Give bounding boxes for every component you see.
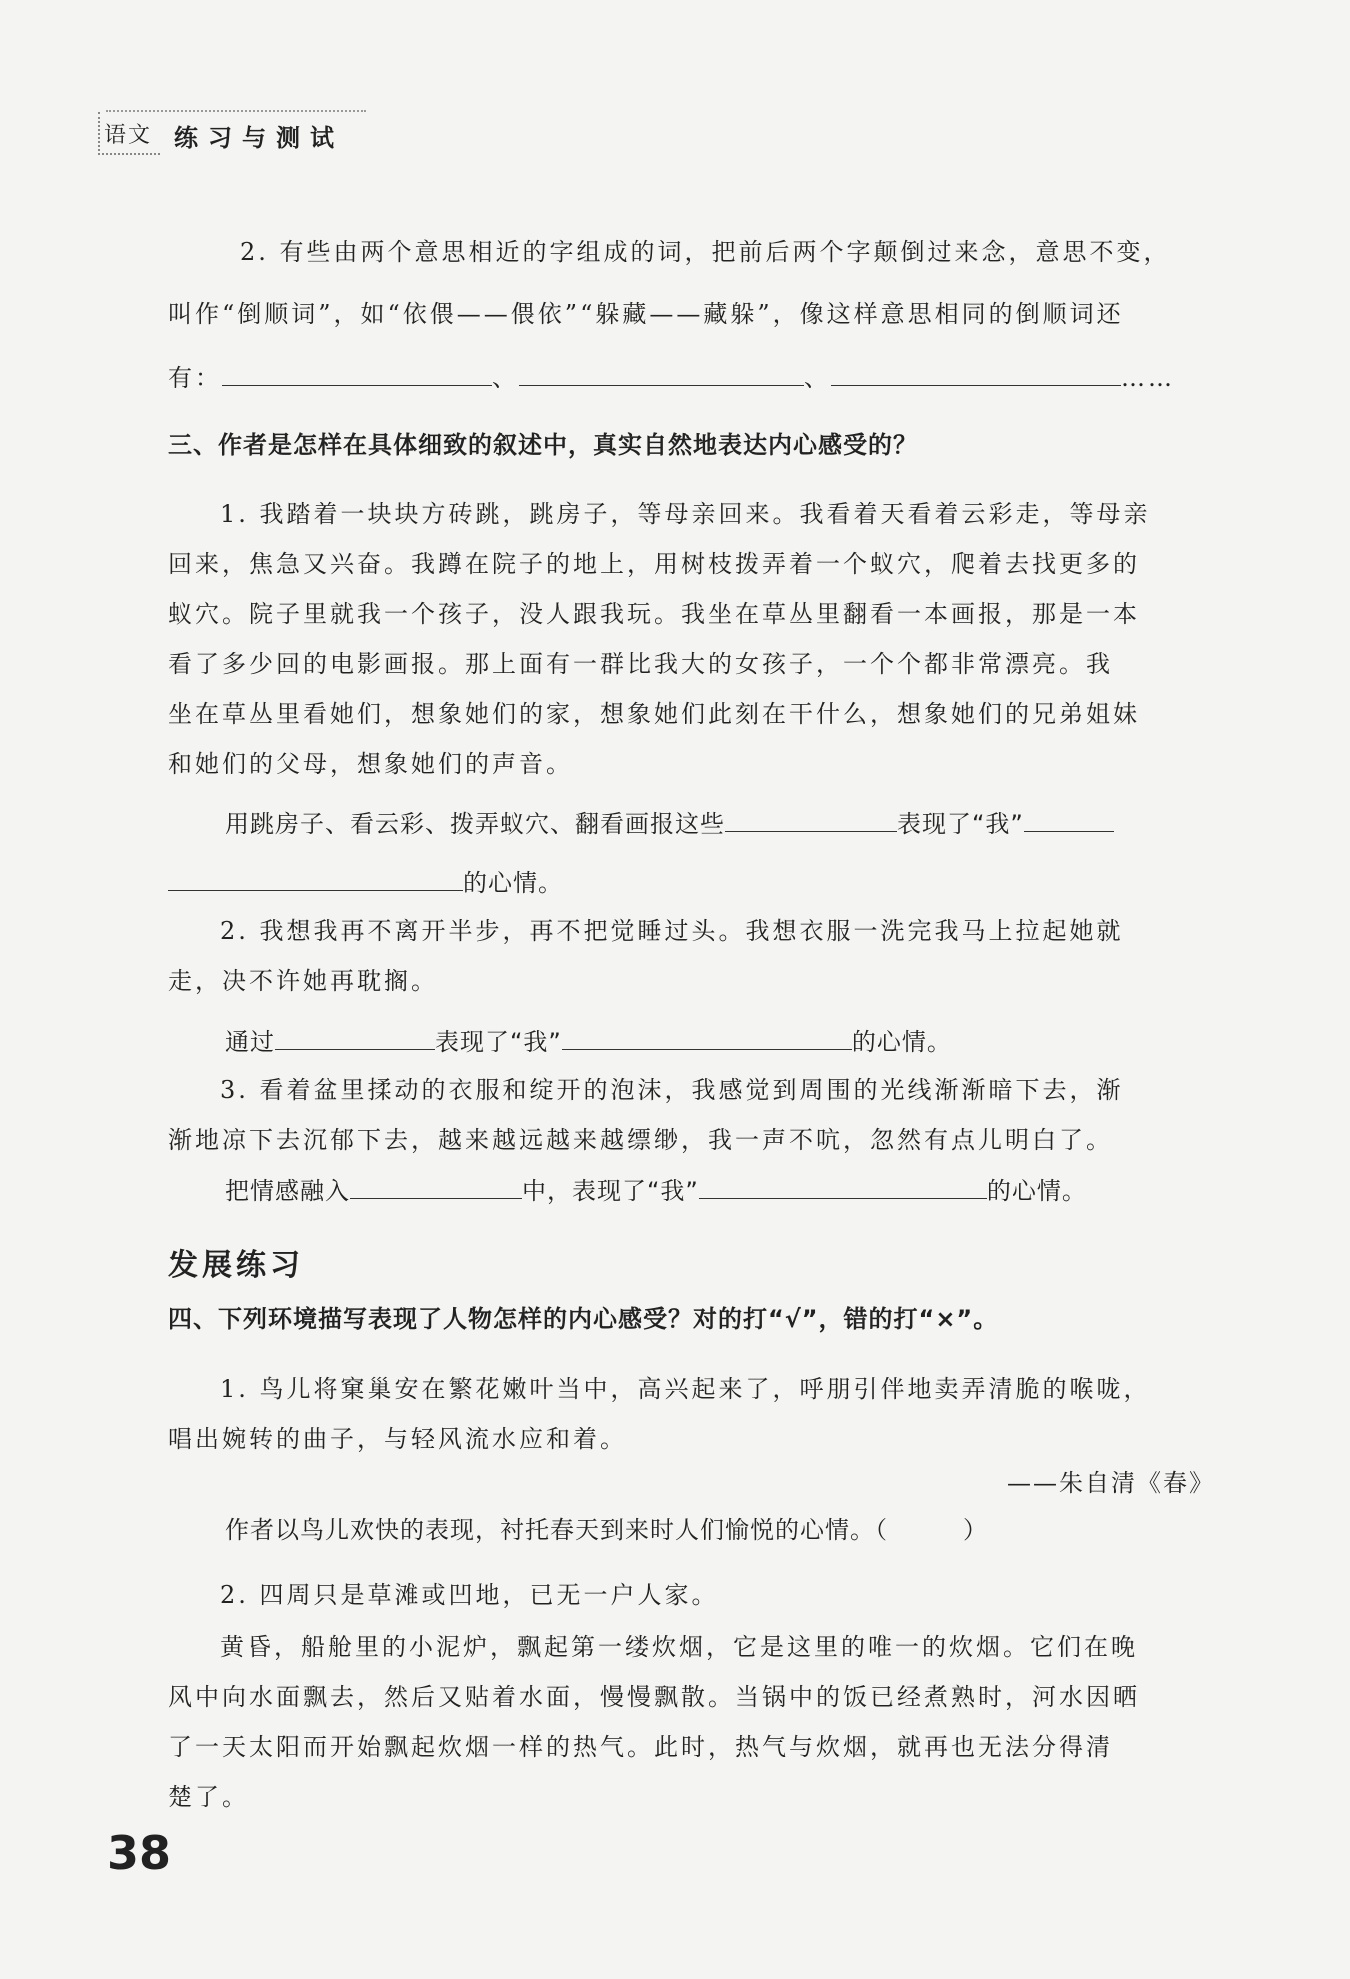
page-number: 38 (107, 1826, 172, 1880)
s3-p2-line-1: 2. 我想我再不离开半步，再不把觉睡过头。我想衣服一洗完我马上拉起她就 (220, 917, 1124, 945)
item2-para-line-4: 楚了。 (168, 1783, 249, 1811)
item1-judge: 作者以鸟儿欢快的表现，衬托春天到来时人们愉悦的心情。（ ） (225, 1516, 988, 1544)
s3-p1-blank-2b[interactable] (168, 864, 463, 891)
s3-p2-fill-a: 通过 (225, 1028, 275, 1056)
s3-p3-blank-1[interactable] (350, 1172, 522, 1199)
s3-p2-fill-line (225, 1023, 952, 1059)
item2-para-line-1: 黄昏，船舱里的小泥炉，飘起第一缕炊烟，它是这里的唯一的炊烟。它们在晚 (220, 1633, 1138, 1661)
s3-p1-fill-line-2 (168, 864, 563, 900)
s3-p3-fill-c: 的心情。 (986, 1177, 1087, 1205)
s3-p1-fill-line (225, 805, 1114, 841)
q2-blank-3[interactable] (831, 359, 1121, 386)
s3-p3-blank-2[interactable] (699, 1172, 987, 1199)
s3-p1-line-1: 1. 我踏着一块块方砖跳，跳房子，等母亲回来。我看着天看着云彩走，等母亲 (220, 500, 1151, 528)
item2-line: 2. 四周只是草滩或凹地，已无一户人家。 (220, 1581, 719, 1609)
s3-p1-line-5: 坐在草丛里看她们，想象她们的家，想象她们此刻在干什么，想象她们的兄弟姐妹 (168, 700, 1140, 728)
s3-p2-blank-1[interactable] (275, 1023, 435, 1050)
item1-line-2: 唱出婉转的曲子，与轻风流水应和着。 (168, 1425, 627, 1453)
book-title: 练习与测试 (174, 124, 345, 152)
s3-p3-fill-b: 中，表现了“我” (522, 1177, 699, 1205)
q2-answer-line (168, 359, 1175, 395)
s3-p3-line-1: 3. 看着盆里揉动的衣服和绽开的泡沫，我感觉到周围的光线渐渐暗下去，渐 (220, 1076, 1124, 1104)
section3-title: 三、作者是怎样在具体细致的叙述中，真实自然地表达内心感受的？ (168, 431, 918, 459)
s3-p2-line-2: 走，决不许她再耽搁。 (168, 967, 438, 995)
subject-label: 语文 (98, 112, 160, 155)
q2-sep-2: 、 (804, 364, 831, 392)
q2-line-1: 2. 有些由两个意思相近的字组成的词，把前后两个字颠倒过来念，意思不变， (240, 238, 1171, 266)
s3-p1-blank-2a[interactable] (1024, 805, 1114, 832)
s3-p1-line-2: 回来，焦急又兴奋。我蹲在院子的地上，用树枝拨弄着一个蚁穴，爬着去找更多的 (168, 550, 1140, 578)
q2-line-2: 叫作“倒顺词”，如“依偎——偎依”“躲藏——藏躲”，像这样意思相同的倒顺词还 (168, 300, 1124, 328)
s3-p3-line-2: 渐地凉下去沉郁下去，越来越远越来越缥缈，我一声不吭，忽然有点儿明白了。 (168, 1126, 1113, 1154)
s3-p1-blank-1[interactable] (725, 805, 897, 832)
s3-p3-fill-line (225, 1172, 1087, 1208)
s3-p2-fill-c: 的心情。 (851, 1028, 952, 1056)
s3-p3-fill-a: 把情感融入 (225, 1177, 350, 1205)
q4-title: 四、下列环境描写表现了人物怎样的内心感受？对的打“√”，错的打“×”。 (168, 1305, 999, 1333)
s3-p1-line-3: 蚁穴。院子里就我一个孩子，没人跟我玩。我坐在草丛里翻看一本画报，那是一本 (168, 600, 1140, 628)
page-header (98, 112, 344, 155)
item2-para-line-2: 风中向水面飘去，然后又贴着水面，慢慢飘散。当锅中的饭已经煮熟时，河水因晒 (168, 1683, 1140, 1711)
item1-line-1: 1. 鸟儿将窠巢安在繁花嫩叶当中，高兴起来了，呼朋引伴地卖弄清脆的喉咙， (220, 1375, 1151, 1403)
s3-p2-fill-b: 表现了“我” (435, 1028, 562, 1056)
q2-blank-1[interactable] (222, 359, 492, 386)
s3-p1-fill-c: 的心情。 (463, 869, 563, 897)
q2-blank-2[interactable] (519, 359, 804, 386)
development-title: 发展练习 (168, 1248, 304, 1283)
s3-p1-line-4: 看了多少回的电影画报。那上面有一群比我大的女孩子，一个个都非常漂亮。我 (168, 650, 1113, 678)
item1-source: ——朱自清《春》 (1007, 1469, 1215, 1497)
q2-suffix: …… (1121, 364, 1175, 392)
item2-para-line-3: 了一天太阳而开始飘起炊烟一样的热气。此时，热气与炊烟，就再也无法分得清 (168, 1733, 1113, 1761)
s3-p1-fill-b: 表现了“我” (897, 810, 1024, 838)
s3-p2-blank-2[interactable] (562, 1023, 852, 1050)
q2-prefix: 有： (168, 364, 222, 392)
s3-p1-fill-a: 用跳房子、看云彩、拨弄蚁穴、翻看画报这些 (225, 810, 725, 838)
s3-p1-line-6: 和她们的父母，想象她们的声音。 (168, 750, 573, 778)
q2-sep-1: 、 (492, 364, 519, 392)
